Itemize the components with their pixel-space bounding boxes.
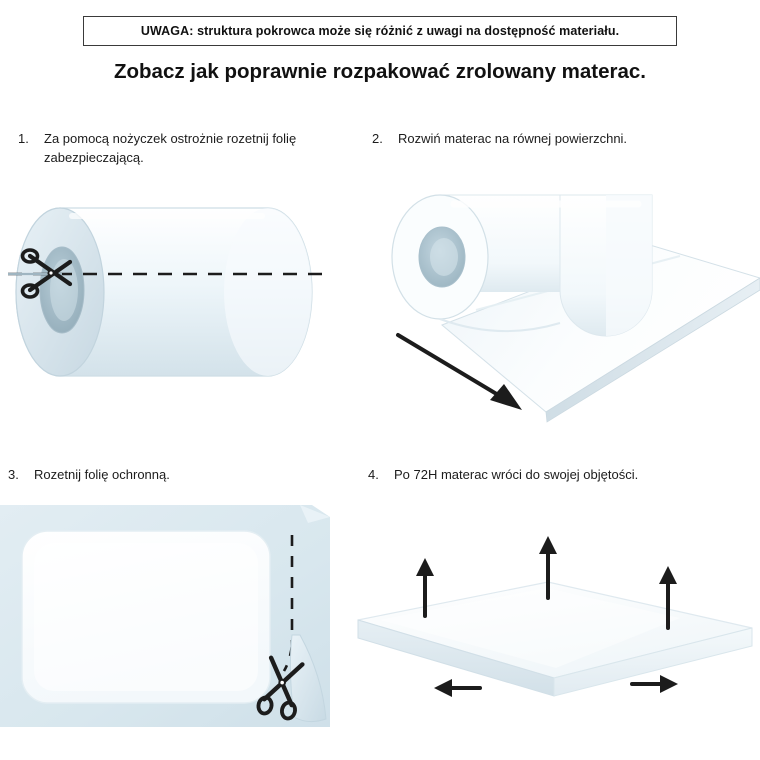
step-2-number: 2. — [372, 131, 383, 146]
step-2-text: Rozwiń materac na równej powierzchni. — [398, 131, 628, 146]
step-2-illustration — [350, 160, 760, 430]
rolled-mattress-shape — [16, 208, 312, 376]
step-1-illustration — [0, 180, 350, 390]
step-3-illustration — [0, 505, 350, 750]
step-4-illustration — [350, 520, 760, 750]
step-1-caption — [18, 129, 318, 167]
page-title: Zobacz jak poprawnie rozpakować zrolowany materac. — [113, 60, 647, 83]
step-1-text: Za pomocą nożyczek ostrożnie rozetnij folię zabezpieczającą. — [44, 131, 297, 165]
expansion-arrow-right — [632, 675, 678, 693]
expansion-arrow-left — [434, 679, 480, 697]
notice-text: UWAGA: struktura pokrowca może się różnić z uwagi na dostępność materiału. — [140, 24, 620, 38]
notice-banner — [83, 16, 677, 46]
step-1-number: 1. — [18, 131, 29, 146]
step-3-number: 3. — [8, 467, 19, 482]
flat-mattress-shape — [22, 531, 270, 703]
step-3-caption — [8, 465, 328, 484]
step-4-caption — [368, 465, 718, 484]
expanded-mattress-shape — [358, 582, 752, 696]
step-2-caption — [372, 129, 702, 148]
step-4-number: 4. — [368, 467, 379, 482]
step-4-text: Po 72H materac wróci do swojej objętości. — [394, 467, 639, 482]
step-3-text: Rozetnij folię ochronną. — [34, 467, 170, 482]
